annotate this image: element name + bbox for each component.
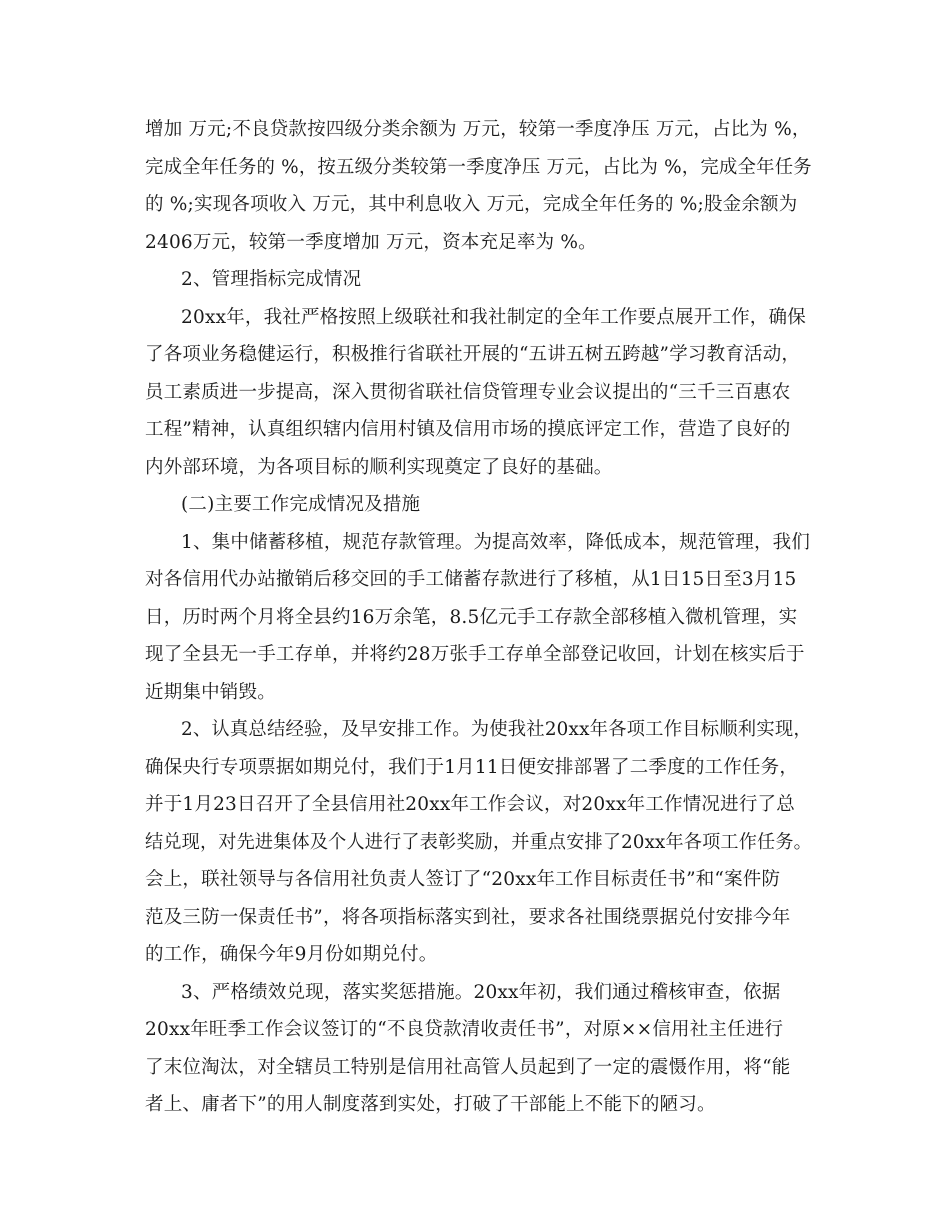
body-text-line: 3、严格绩效兑现，落实奖惩措施。20xx年初，我们通过稽核审查，依据 xyxy=(181,982,781,1003)
body-text-line: 范及三防一保责任书”，将各项指标落实到社，要求各社围绕票据兑付安排今年 xyxy=(145,907,791,928)
body-text-line: 了各项业务稳健运行，积极推行省联社开展的“五讲五树五跨越”学习教育活动， xyxy=(145,344,801,365)
body-text-line: 日，历时两个月将全县约16万余笔，8.5亿元手工存款全部移植入微机管理，实 xyxy=(145,607,798,628)
body-text-line: 工程”精神，认真组织辖内信用村镇及信用市场的摸底评定工作，营造了良好的 xyxy=(145,419,791,440)
body-text-line: 增加 万元;不良贷款按四级分类余额为 万元，较第一季度净压 万元，占比为 %， xyxy=(145,119,811,140)
body-text-line: 对各信用代办站撤销后移交回的手工储蓄存款进行了移植，从1日15日至3月15 xyxy=(145,569,797,590)
body-text-line: 了末位淘汰，对全辖员工特别是信用社高管人员起到了一定的震慑作用，将“能 xyxy=(145,1057,791,1078)
body-text-line: 并于1月23日召开了全县信用社20xx年工作会议，对20xx年工作情况进行了总 xyxy=(145,794,795,815)
section-heading: 2、管理指标完成情况 xyxy=(181,269,362,290)
body-text-line: 近期集中销毁。 xyxy=(145,682,276,703)
body-text-line: 结兑现，对先进集体及个人进行了表彰奖励，并重点安排了20xx年各项工作任务。 xyxy=(145,832,812,853)
body-text-line: 2406万元，较第一季度增加 万元，资本充足率为 %。 xyxy=(145,232,597,253)
body-text-line: 者上、庸者下”的用人制度落到实处，打破了干部能上不能下的陋习。 xyxy=(145,1094,716,1115)
body-text-line: 2、认真总结经验，及早安排工作。为使我社20xx年各项工作目标顺利实现， xyxy=(181,719,812,740)
section-heading: (二)主要工作完成情况及措施 xyxy=(181,494,421,515)
body-text-line: 现了全县无一手工存单，并将约28万张手工存单全部登记收回，计划在核实后于 xyxy=(145,644,805,665)
body-text-line: 员工素质进一步提高，深入贯彻省联社信贷管理专业会议提出的“三千三百惠农 xyxy=(145,382,791,403)
body-text-line: 1、集中储蓄移植，规范存款管理。为提高效率，降低成本，规范管理，我们 xyxy=(181,532,811,553)
body-text-line: 会上，联社领导与各信用社负责人签订了“20xx年工作目标责任书”和“案件防 xyxy=(145,869,781,890)
body-text-line: 20xx年，我社严格按照上级联社和我社制定的全年工作要点展开工作，确保 xyxy=(181,307,806,328)
body-text-line: 确保央行专项票据如期兑付，我们于1月11日便安排部署了二季度的工作任务， xyxy=(145,757,799,778)
body-text-line: 完成全年任务的 %，按五级分类较第一季度净压 万元，占比为 %，完成全年任务 xyxy=(145,157,812,178)
body-text-line: 内外部环境，为各项目标的顺利实现奠定了良好的基础。 xyxy=(145,457,613,478)
body-text-line: 20xx年旺季工作会议签订的“不良贷款清收责任书”，对原××信用社主任进行 xyxy=(145,1019,784,1040)
body-text-line: 的工作，确保今年9月份如期兑付。 xyxy=(145,944,438,965)
body-text-line: 的 %;实现各项收入 万元，其中利息收入 万元，完成全年任务的 %;股金余额为 xyxy=(145,194,798,215)
